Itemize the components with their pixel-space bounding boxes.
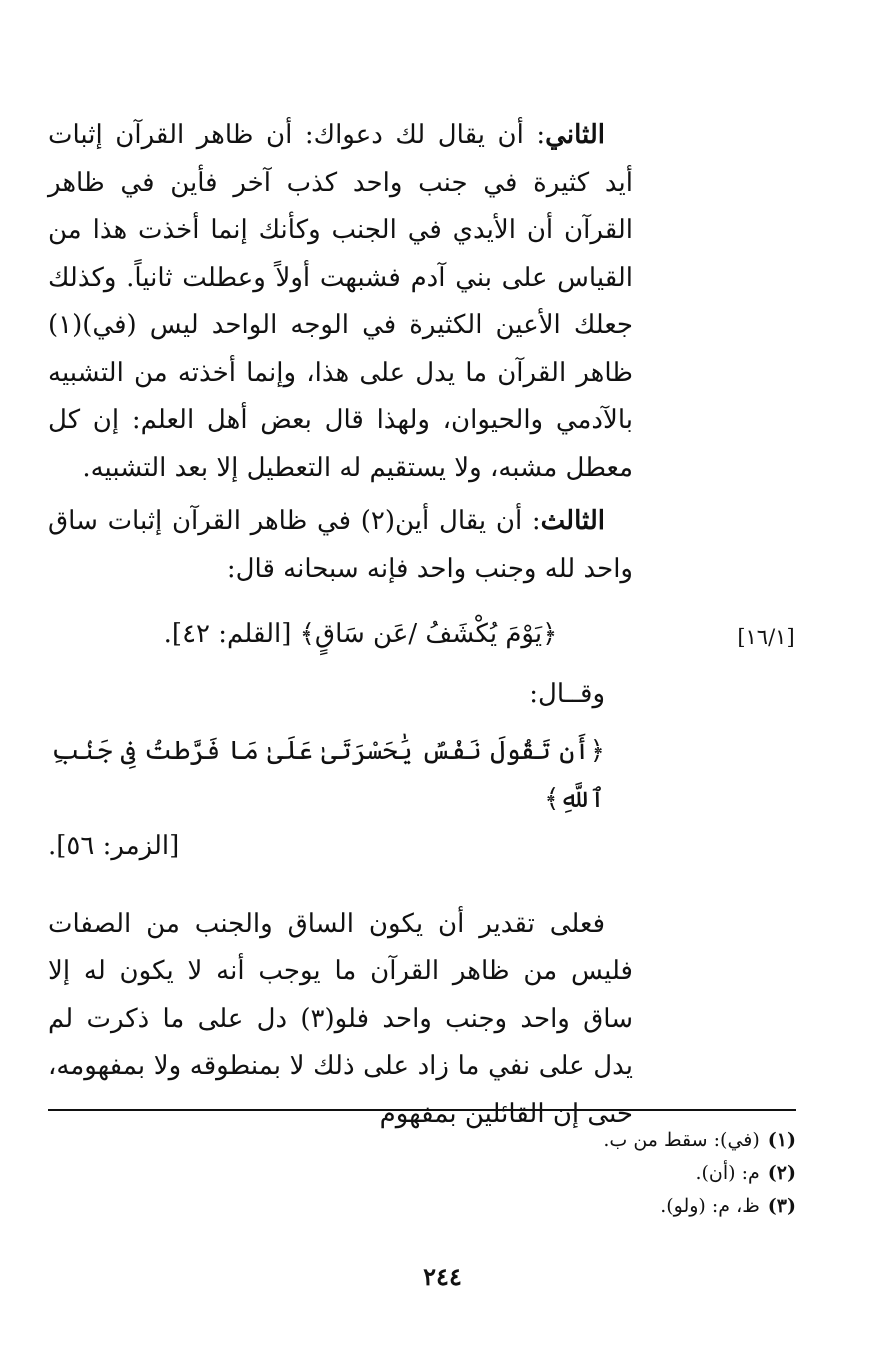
page-number: ٢٤٤ bbox=[423, 1262, 462, 1291]
footnote-item bbox=[48, 1157, 796, 1190]
paragraph-second-point bbox=[48, 112, 633, 492]
paragraph-body: : أن يقال لك دعواك: أن ظاهر القرآن إثبات أيد كثيرة في جنب واحد كذب آخر فأين في ظاهر القرآن أن الأيدي في الجنب وكأنك إنما أخذت هذا من القياس على بني آدم فشبهت أولاً وعطلت ثانياً. وكذلك جعلك الأعين الكثيرة في الوجه الواحد ليس (في)(١) ظاهر القرآن ما يدل على هذا، وإنما أخذته من التشبيه بالآدمي والحيوان، ولهذا قال بعض أهل العلم: إن كل معطل مشبه، ولا يستقيم له التعطيل إلا بعد التشبيه. bbox=[48, 120, 633, 483]
paragraph-lead-word: الثاني bbox=[545, 120, 605, 150]
quran-verse-zumar: ﴿أَن تَقُولَ نَفْسٌ يَٰحَسْرَتَىٰ عَلَىٰ مَا فَرَّطتُ فِى جَنۢبِ ٱللَّهِ﴾ bbox=[51, 736, 605, 814]
said-line: وقــال: bbox=[529, 678, 605, 709]
footnote-number: (٣) bbox=[767, 1195, 796, 1217]
footnote-number: (١) bbox=[767, 1129, 796, 1151]
footnote-item bbox=[48, 1190, 796, 1223]
footnote-text: م: (أن). bbox=[695, 1162, 760, 1184]
quran-verse-qalam: ﴿يَوْمَ يُكْشَفُ /عَن سَاقٍ﴾ [القلم: ٤٢]. bbox=[163, 619, 558, 649]
footnote-divider bbox=[48, 1109, 796, 1111]
paragraph-conclusion bbox=[48, 901, 633, 1139]
footnotes bbox=[48, 1124, 796, 1223]
paragraph-third-point bbox=[48, 498, 633, 593]
paragraph-body: فعلى تقدير أن يكون الساق والجنب من الصفات فليس من ظاهر القرآن ما يوجب أنه لا يكون له إلا ساق واحد وجنب واحد فلو(٣) دل على ما ذكرت لم يدل على نفي ما زاد على ذلك لا بمنطوقه ولا بمفهومه، حتى إن القائلين بمفهوم bbox=[48, 908, 633, 1129]
paragraph-body: : أن يقال أين(٢) في ظاهر القرآن إثبات ساق واحد لله وجنب واحد فإنه سبحانه قال: bbox=[48, 506, 633, 584]
footnote-text: ظ، م: (ولو). bbox=[660, 1195, 760, 1217]
manuscript-page-reference: [١٦/١] bbox=[737, 625, 795, 649]
footnote-text: (في): سقط من ب. bbox=[603, 1129, 760, 1151]
footnote-number: (٢) bbox=[767, 1162, 796, 1184]
paragraph-lead-word: الثالث bbox=[540, 506, 605, 536]
footnote-item bbox=[48, 1124, 796, 1157]
main-text-block bbox=[48, 112, 633, 1138]
quran-verse-zumar-reference: [الزمر: ٥٦]. bbox=[48, 831, 180, 861]
